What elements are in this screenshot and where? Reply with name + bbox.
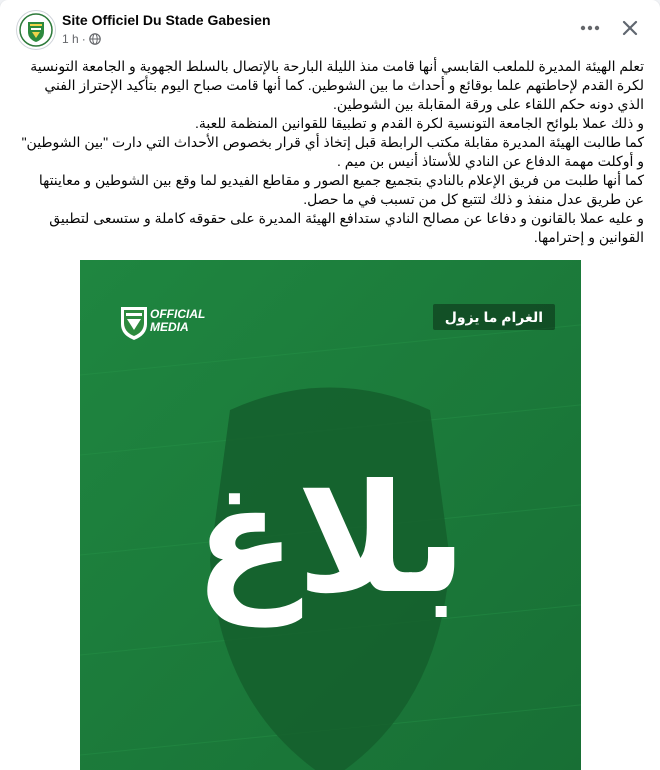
page-avatar[interactable] bbox=[16, 10, 56, 50]
post-paragraph-3: كما طالبت الهيئة المديرة مقابلة مكتب الرابطة قبل إتخاذ أي قرار بخصوص الأحداث التي دارت "بين الشوطين" و أوكلت مهمة الدفاع عن النادي للأستاذ أنيس بن ميم . bbox=[21, 134, 644, 169]
logo-line-official: OFFICIAL bbox=[150, 307, 206, 321]
post-paragraph-1: تعلم الهيئة المديرة للملعب القابسي أنها قامت منذ الليلة البارحة بالإتصال بالسلط الجهوية و الجامعة التونسية لكرة القدم لإحاطتهم علما بوقائع و أحداث ما بين الشوطين. كما أنها قامت صباح اليوم بتأكيد الإحتراز الفني الذي دونه حكم اللقاء على ورقة المقابلة بين الشوطين. bbox=[30, 58, 644, 112]
logo-line-media: MEDIA bbox=[150, 320, 189, 334]
post-header bbox=[0, 0, 660, 56]
post-image[interactable] bbox=[80, 260, 581, 770]
post-text bbox=[16, 57, 644, 247]
more-options-button[interactable] bbox=[574, 12, 606, 44]
club-crest-icon bbox=[19, 13, 53, 47]
post-paragraph-4: كما أنها طلبت من فريق الإعلام بالنادي بتجميع جميع الصور و مقاطع الفيديو لما وقع بين الشوطين و معاينتها عن طريق عدل منفذ و ذلك لتتبع كل من تسبب في ما حصل. bbox=[38, 172, 644, 207]
club-crest-icon bbox=[118, 302, 150, 342]
globe-icon[interactable] bbox=[89, 33, 101, 45]
post-meta bbox=[62, 32, 101, 46]
post-paragraph-2: و ذلك عملا بلوائح الجامعة التونسية لكرة القدم و تطبيقا للقوانين المنظمة للعبة. bbox=[194, 115, 644, 131]
page-name[interactable]: Site Officiel Du Stade Gabesien bbox=[62, 12, 271, 28]
post-time[interactable]: 1 h bbox=[62, 32, 79, 46]
announcement-headline: بلاغ bbox=[194, 453, 467, 627]
slogan-badge: الغرام ما يزول bbox=[433, 304, 555, 330]
close-icon bbox=[621, 19, 639, 37]
more-horizontal-icon bbox=[580, 25, 600, 31]
close-button[interactable] bbox=[614, 12, 646, 44]
post-paragraph-5: و عليه عملا بالقانون و دفاعا عن مصالح النادي ستدافع الهيئة المديرة على حقوقه كاملة و ستسعى لتطبيق القوانين و إحترامها. bbox=[49, 210, 644, 245]
official-media-text bbox=[150, 308, 205, 334]
meta-separator: · bbox=[81, 32, 86, 46]
